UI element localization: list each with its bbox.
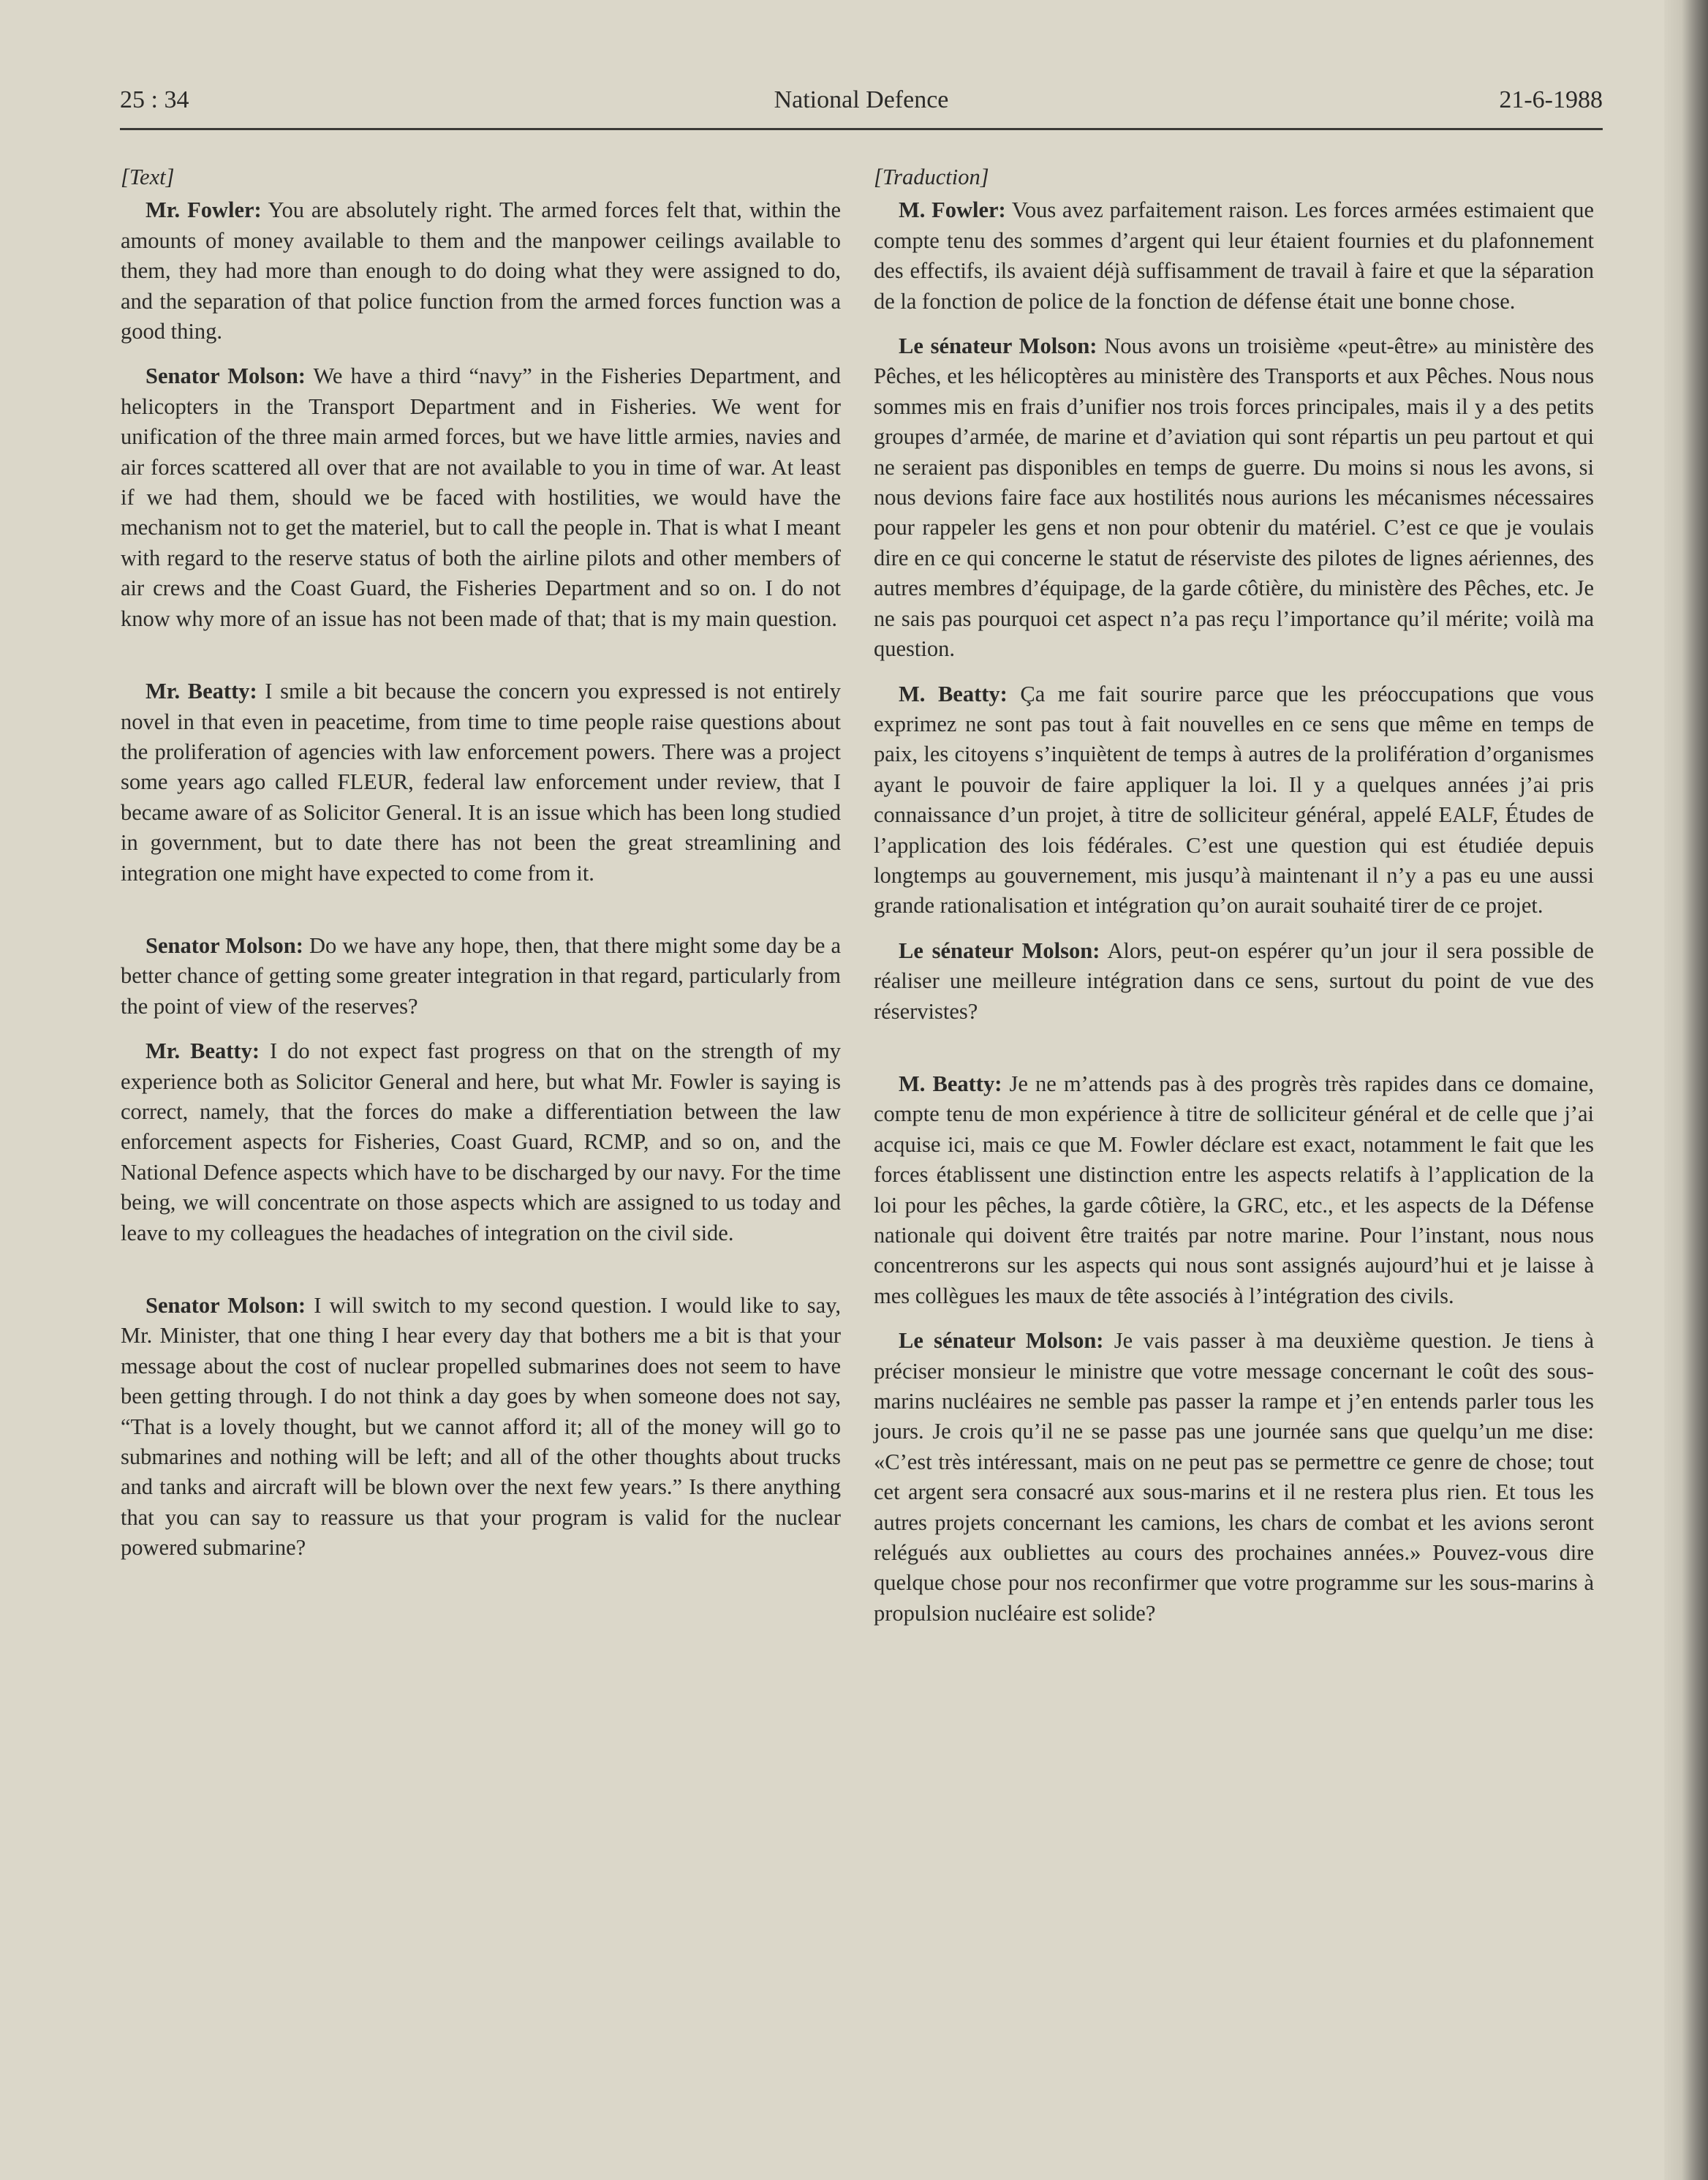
speech-text: Nous avons un troisième «peut-être» au ministère des Pêches, et les hélicoptères au ministère des Transports et aux Pêches. Nous nous sommes mis en frais d’unifier nos trois forces principales, mais il y a des petits groupes d’armée, de marine et d’aviation qui sont répartis un peu partout et qui ne seraient pas disponibles en temps de guerre. Du moins si nous les avons, si nous devions faire face aux hostilités nous aurions les mécanismes nécessaires pour rappeler les gens et non pour obtenir du matériel. C’est ce que je voulais dire en ce qui concerne le statut de réserviste des pilotes de lignes aériennes, des autres membres d’équipage, de la garde côtière, du ministère des Pêches, etc. Je ne sais pas pourquoi cet aspect n’a pas reçu l’importance qu’il mérite; voilà ma question. — [874, 333, 1594, 662]
speech-text: Je vais passer à ma deuxième question. Je tiens à préciser monsieur le ministre que votre message concernant le coût des sous-marins nucléaires ne semble pas passer la rampe et j’en entends parler tous les jours. Je crois qu’il ne se passe pas une journée sans que quelqu’un me dise: «C’est très intéressant, mais on ne peut pas se permettre ce genre de chose; tout cet argent sera consacré aux sous-marins et il ne restera plus rien. Et tous les autres projets concernant les camions, les chars de combat et les avions seront relégués aux oubliettes au cours des prochaines années.» Pouvez-vous dire quelque chose pour nos reconfirmer que votre programme sur les sous-marins à propulsion nucléaire est solide? — [874, 1328, 1594, 1626]
speaker-name: M. Beatty: — [899, 1071, 1002, 1096]
speaker-name: Senator Molson: — [146, 1293, 306, 1318]
page-number: 25 : 34 — [120, 86, 189, 113]
publication-title: National Defence — [774, 86, 949, 113]
page-binding-edge — [1664, 0, 1708, 2180]
paragraph — [874, 679, 1594, 921]
speech-text: Vous avez parfaitement raison. Les forces armées estimaient que compte tenu des sommes d’argent qui leur étaient fournies et du plafonnement des effectifs, ils avaient déjà suffisamment de travail à faire et que la séparation de la fonction de police de la fonction de défense était une bonne chose. — [874, 197, 1594, 314]
speaker-name: M. Beatty: — [899, 681, 1008, 706]
speech-text: I do not expect fast progress on that on the strength of my experience both as Solicitor General and here, but what Mr. Fowler is saying is correct, namely, that the forces do make a differentiation between the law enforcement aspects for Fisheries, Coast Guard, RCMP, and so on, and the National Defence aspects which have to be discharged by our navy. For the time being, we will concentrate on those aspects which are assigned to us today and leave to my colleagues the headaches of integration on the civil side. — [121, 1038, 841, 1245]
speaker-name: Mr. Fowler: — [146, 197, 262, 223]
speaker-name: Le sénateur Molson: — [899, 333, 1097, 359]
speaker-name: Le sénateur Molson: — [899, 1328, 1104, 1354]
french-column — [874, 162, 1594, 1643]
speaker-name: Mr. Beatty: — [146, 1038, 260, 1064]
speech-text: Do we have any hope, then, that there might some day be a better chance of getting some greater integration in that regard, particularly from the point of view of the reserves? — [121, 932, 842, 1019]
speech-text: Je ne m’attends pas à des progrès très rapides dans ce domaine, compte tenu de mon expérience à titre de solliciteur général et de celle que j’ai acquise ici, mais ce que M. Fowler déclare est exact, notamment le fait que les forces établissent une distinction entre les aspects relatifs à l’application de la loi pour les pêches, la garde côtière, la GRC, etc., et les aspects de la Défense nationale qui doivent être traités par notre marine. Pour l’instant, nous nous concentrerons sur les aspects qui nous sont assignés aujourd’hui et je laisse à mes collègues les maux de tête associés à l’intégration des civils. — [874, 1071, 1594, 1308]
english-column — [121, 162, 841, 1578]
speaker-name: Senator Molson: — [146, 932, 303, 958]
paragraph — [874, 936, 1594, 1027]
label-text: Traduction — [882, 165, 980, 189]
paragraph — [121, 676, 841, 889]
speech-text: I smile a bit because the concern you expressed is not entirely novel in that even in peacetime, from time to time people raise questions about the proliferation of agencies with law enforcement powers. There was a project some years ago called FLEUR, federal law enforcement under review, that I became aware of as Solicitor General. It is an issue which has been long studied in government, but to date there has not been the great streamlining and integration one might have expected to come from it. — [121, 679, 841, 886]
speech-text: I will switch to my second question. I would like to say, Mr. Minister, that one thing I hear every day that bothers me a bit is that your message about the cost of nuclear propelled submarines does not seem to have been getting through. I do not think a day goes by when someone does not say, “That is a lovely thought, but we cannot afford it; all of the money will go to submarines and nothing will be left; and all of the other thoughts about trucks and tanks and aircraft will be blown over the next few years.” Is there anything that you can say to reassure us that your program is valid for the nuclear powered submarine? — [121, 1293, 841, 1561]
speaker-name: M. Fowler: — [899, 197, 1006, 223]
label-text: Text — [129, 165, 166, 189]
speech-text: Ça me fait sourire parce que les préoccupations que vous exprimez ne sont pas tout à fait nouvelles en ce sens que même en temps de paix, les citoyens s’inquiètent de temps à autres de la prolifération d’organismes ayant le pouvoir de faire appliquer la loi. Il y a quelques années j’ai pris connaissance d’un projet, à titre de solliciteur général, appelé EALF, Études de l’application des lois fédérales. C’est une question qui est étudiée depuis longtemps au gouvernement, mis jusqu’à maintenant il n’y a pas eu une aussi grande rationalisation et intégration qu’on aurait souhaité tirer de ce projet. — [874, 681, 1594, 919]
speech-text: We have a third “navy” in the Fisheries Department, and helicopters in the Transport Department and in Fisheries. We went for unification of the three main armed forces, but we have little armies, navies and air forces scattered all over that are not available to you in time of war. At least if we had them, should we be faced with hostilities, we would have the mechanism not to get the materiel, but to call the people in. That is what I meant with regard to the reserve status of both the airline pilots and other members of air crews and the Coast Guard, the Fisheries Department and so on. I do not know why more of an issue has not been made of that; that is my main question. — [121, 363, 842, 631]
paragraph — [874, 331, 1594, 664]
paragraph — [121, 931, 841, 1022]
paragraph — [121, 361, 841, 634]
speaker-name: Senator Molson: — [146, 363, 306, 389]
column-label: [Text] — [121, 165, 175, 189]
paragraph — [121, 195, 841, 347]
speaker-name: Mr. Beatty: — [146, 679, 257, 704]
paragraph — [121, 1036, 841, 1248]
issue-date: 21-6-1988 — [1499, 86, 1603, 113]
page-header — [120, 86, 1603, 130]
speaker-name: Le sénateur Molson: — [899, 938, 1100, 963]
paragraph — [874, 1069, 1594, 1311]
paragraph — [121, 1291, 841, 1564]
header-rule — [120, 128, 1603, 130]
speech-text: Alors, peut-on espérer qu’un jour il sera possible de réaliser une meilleure intégration dans ce sens, surtout du point de vue des réservistes? — [874, 938, 1594, 1024]
paragraph — [874, 195, 1594, 317]
paragraph — [874, 1326, 1594, 1629]
speech-text: You are absolutely right. The armed forces felt that, within the amounts of money available to them and the manpower ceilings available to them, they had more than enough to do doing what they were assigned to do, and the separation of that police function from the armed forces function was a good thing. — [121, 197, 841, 344]
column-label: [Traduction] — [874, 165, 989, 189]
